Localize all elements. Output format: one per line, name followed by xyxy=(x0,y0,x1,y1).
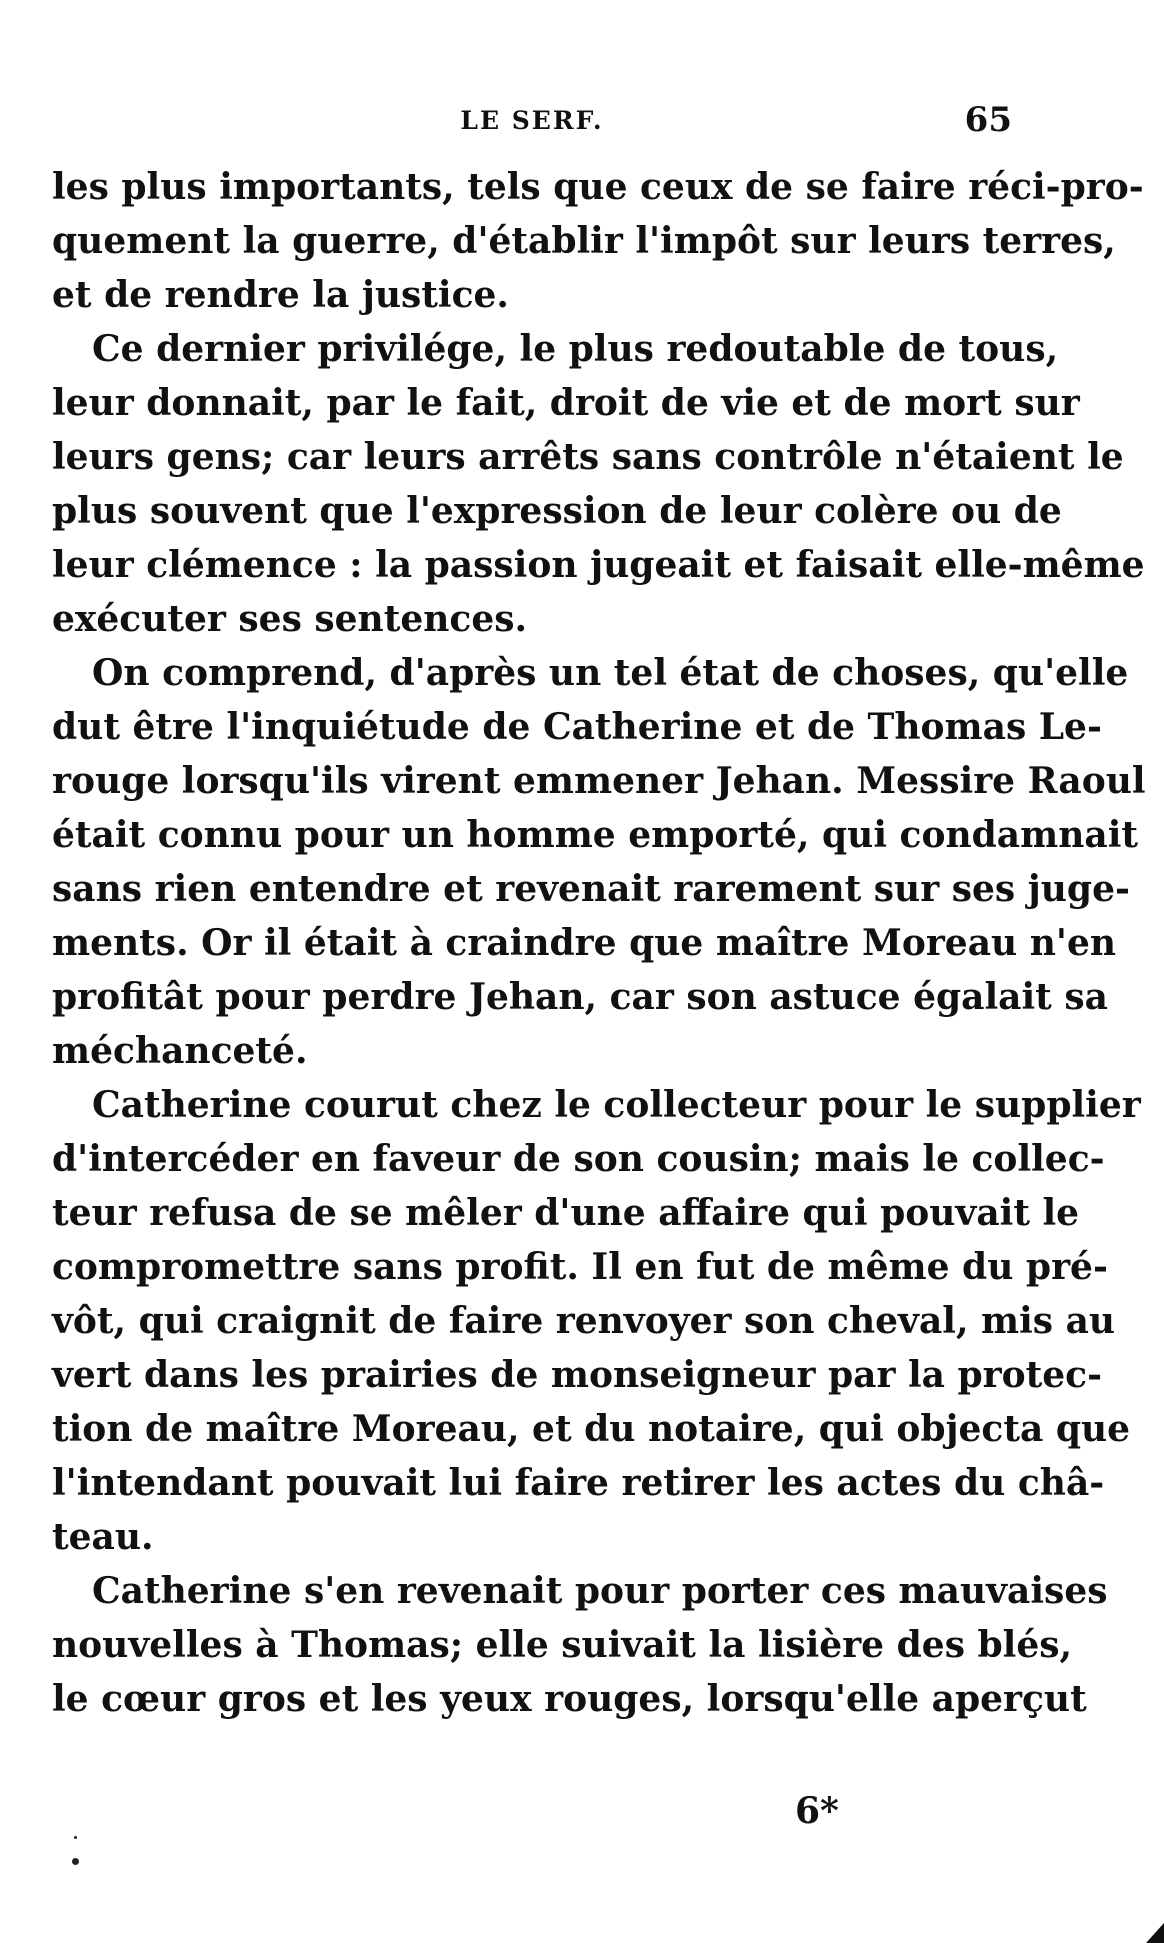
signature-mark: 6* xyxy=(795,1790,839,1832)
text-line: ments. Or il était à craindre que maître Moreau n'en xyxy=(52,922,1117,964)
text-line: profitât pour perdre Jehan, car son astuce égalait sa xyxy=(52,976,1108,1018)
ink-speck xyxy=(72,1858,79,1865)
text-line: teur refusa de se mêler d'une affaire qui pouvait le xyxy=(52,1192,1080,1234)
text-line: l'intendant pouvait lui faire retirer les actes du châ- xyxy=(52,1462,1105,1504)
text-line: On comprend, d'après un tel état de choses, qu'elle xyxy=(92,652,1129,694)
text-line: dut être l'inquiétude de Catherine et de Thomas Le- xyxy=(52,706,1102,748)
text-line: leur donnait, par le fait, droit de vie et de mort sur xyxy=(52,382,1080,424)
page-header xyxy=(52,100,1012,140)
text-line: sans rien entendre et revenait rarement sur ses juge- xyxy=(52,868,1130,910)
text-line: nouvelles à Thomas; elle suivait la lisière des blés, xyxy=(52,1624,1073,1666)
text-line: quement la guerre, d'établir l'impôt sur leurs terres, xyxy=(52,220,1116,262)
text-line: leurs gens; car leurs arrêts sans contrôle n'étaient le xyxy=(52,436,1124,478)
text-line: vôt, qui craignit de faire renvoyer son cheval, mis au xyxy=(52,1300,1116,1342)
text-line: teau. xyxy=(52,1516,154,1558)
text-line: et de rendre la justice. xyxy=(52,274,509,316)
text-line: leur clémence : la passion jugeait et faisait elle-même xyxy=(52,544,1145,586)
text-line: Catherine courut chez le collecteur pour le supplier xyxy=(92,1084,1141,1126)
body-text xyxy=(52,160,1146,1726)
text-line: rouge lorsqu'ils virent emmener Jehan. Messire Raoul xyxy=(52,760,1146,802)
corner-mark xyxy=(1146,1923,1164,1943)
text-line: Ce dernier privilége, le plus redoutable de tous, xyxy=(92,328,1059,370)
text-line: compromettre sans profit. Il en fut de même du pré- xyxy=(52,1246,1108,1288)
text-line: méchanceté. xyxy=(52,1030,308,1072)
text-line: vert dans les prairies de monseigneur par la protec- xyxy=(52,1354,1103,1396)
text-line: était connu pour un homme emporté, qui condamnait xyxy=(52,814,1139,856)
page-number: 65 xyxy=(964,100,1012,140)
text-line: d'intercéder en faveur de son cousin; mais le collec- xyxy=(52,1138,1105,1180)
text-line: plus souvent que l'expression de leur colère ou de xyxy=(52,490,1062,532)
text-line: les plus importants, tels que ceux de se faire réci-pro- xyxy=(52,166,1144,208)
text-line: le cœur gros et les yeux rouges, lorsqu'elle aperçut xyxy=(52,1678,1087,1720)
ink-speck xyxy=(74,1836,77,1839)
text-line: tion de maître Moreau, et du notaire, qui objecta que xyxy=(52,1408,1131,1450)
text-line: Catherine s'en revenait pour porter ces mauvaises xyxy=(92,1570,1108,1612)
running-title: LE SERF. xyxy=(460,106,604,135)
text-line: exécuter ses sentences. xyxy=(52,598,528,640)
